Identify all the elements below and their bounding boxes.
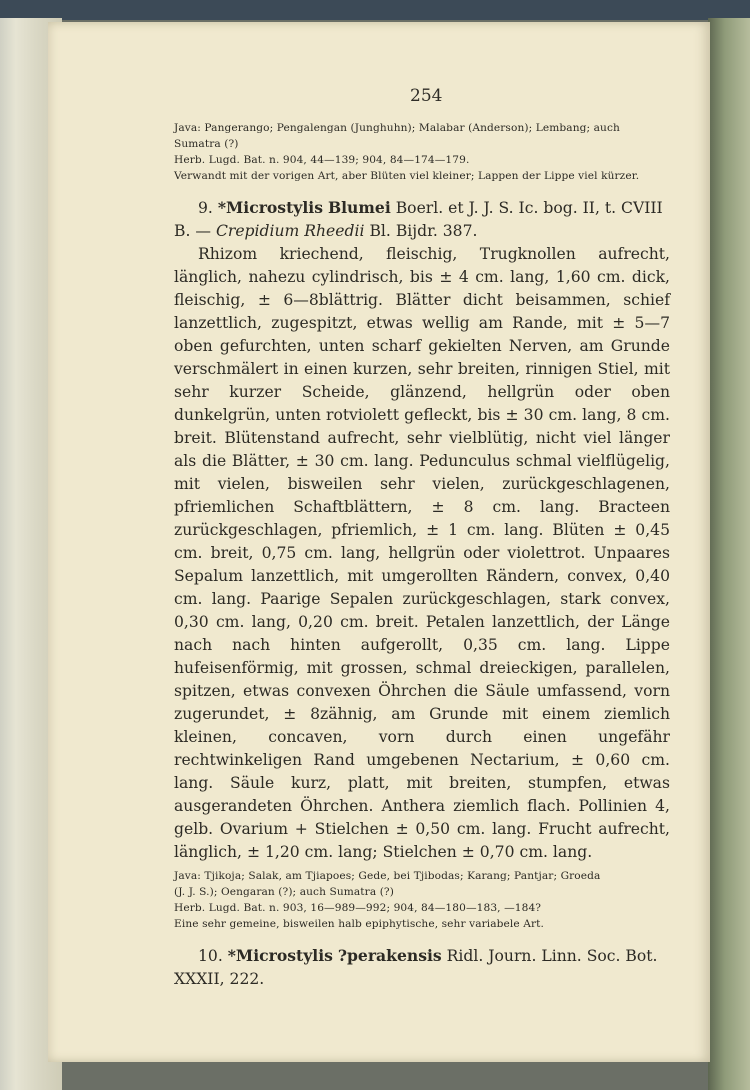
book-spine-edge xyxy=(0,0,750,20)
species-entry-10 xyxy=(174,944,670,991)
locality-block-1 xyxy=(174,120,670,184)
herbarium-line: Herb. Lugd. Bat. n. 904, 44—139; 904, 84—174—179. xyxy=(174,154,470,166)
page-text xyxy=(174,120,670,991)
citation: Ridl. Journ. Linn. Soc. Bot. XXXII, 222. xyxy=(174,947,658,988)
species-heading xyxy=(174,944,670,991)
genus-name: *Microstylis xyxy=(217,198,323,217)
species-heading xyxy=(174,196,670,243)
locality-block-2 xyxy=(174,868,670,932)
book-cover-edge xyxy=(708,18,750,1090)
citation: Bl. Bijdr. 387. xyxy=(369,222,478,240)
genus-name: *Microstylis xyxy=(227,946,333,965)
locality-line: Java: Tjikoja; Salak, am Tjiapoes; Gede, bei Tjibodas; Karang; Pantjar; Groeda xyxy=(174,870,601,882)
species-entry-9 xyxy=(174,196,670,864)
locality-line: Sumatra (?) xyxy=(174,138,239,150)
note-line: Eine sehr gemeine, bisweilen halb epiphytische, sehr variabele Art. xyxy=(174,918,544,930)
herbarium-line: Herb. Lugd. Bat. n. 903, 16—989—992; 904, 84—180—183, —184? xyxy=(174,902,542,914)
synonym: Crepidium Rheedii xyxy=(215,222,365,240)
species-epithet: Blumei xyxy=(327,198,391,217)
locality-line: Java: Pangerango; Pengalengan (Junghuhn); Malabar (Anderson); Lembang; auch xyxy=(174,122,620,134)
species-number: 9. xyxy=(198,199,213,217)
species-number: 10. xyxy=(198,947,223,965)
citation: B. — xyxy=(174,222,211,240)
species-epithet: ?perakensis xyxy=(337,946,442,965)
locality-line: (J. J. S.); Oengaran (?); auch Sumatra (?) xyxy=(174,886,394,898)
species-description: Rhizom kriechend, fleischig, Trugknollen aufrecht, länglich, nahezu cylindrisch, bis ± 4 cm. lang, 1,60 cm. dick, fleischig, ± 6—8blättrig. Blätter dicht beisammen, schief lanzettlich, zugespitzt, etwas wellig am Rande, mit ± 5—7 oben gefurchten, unten scharf gekielten Nerven, am Grunde verschmälert in einen kurzen, sehr breiten, rinnigen Stiel, mit sehr kurzer Scheide, glänzend, hellgrün oder oben dunkelgrün, unten rotviolett gefleckt, bis ± 30 cm. lang, 8 cm. breit. Blütenstand aufrecht, sehr vielblütig, nicht viel länger als die Blätter, ± 30 cm. lang. Pedunculus schmal vielflügelig, mit vielen, bisweilen sehr vielen, zurückgeschlagenen, pfriemlichen Schaftblättern, ± 8 cm. lang. Bracteen zurückgeschlagen, pfriemlich, ± 1 cm. lang. Blüten ± 0,45 cm. breit, 0,75 cm. lang, hellgrün oder violettrot. Unpaares Sepalum lanzettlich, mit umgerollten Rändern, convex, 0,40 cm. lang. Paarige Sepalen zurückgeschlagen, stark convex, 0,30 cm. lang, 0,20 cm. breit. Petalen lanzettlich, der Länge nach nach hinten aufgerollt, 0,35 cm. lang. Lippe hufeisenförmig, mit grossen, schmal dreieckigen, parallelen, spitzen, etwas convexen Öhrchen die Säule umfassend, vorn zugerundet, ± 8zähnig, am Grunde mit einem ziemlich kleinen, concaven, vorn durch einen ungefähr rechtwinkeligen Rand umgebenen Nectarium, ± 0,60 cm. lang. Säule kurz, platt, mit breiten, stumpfen, etwas ausgerandeten Öhrchen. Anthera ziemlich flach. Pollinien 4, gelb. Ovarium + Stielchen ± 0,50 cm. lang. Frucht aufrecht, länglich, ± 1,20 cm. lang; Stielchen ± 0,70 cm. lang. xyxy=(174,245,670,861)
citation: Boerl. et J. J. S. Ic. bog. II, t. CVIII xyxy=(395,199,663,217)
note-line: Verwandt mit der vorigen Art, aber Blüten viel kleiner; Lappen der Lippe viel kürzer. xyxy=(174,170,640,182)
page-number: 254 xyxy=(410,86,443,106)
